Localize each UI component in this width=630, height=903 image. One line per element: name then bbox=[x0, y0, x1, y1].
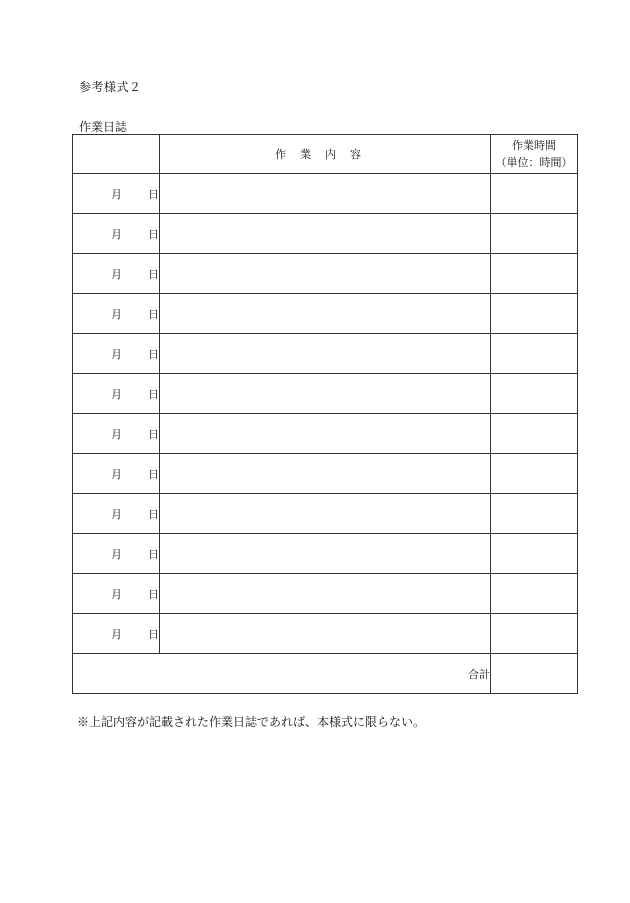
content-cell[interactable] bbox=[160, 334, 491, 374]
footnote: ※上記内容が記載された作業日誌であれば、本様式に限らない。 bbox=[77, 715, 426, 729]
total-row bbox=[73, 654, 578, 694]
date-cell[interactable] bbox=[73, 454, 160, 494]
log-title: 作業日誌 bbox=[79, 120, 128, 134]
hours-cell[interactable] bbox=[491, 174, 578, 214]
form-label: 参考様式２ bbox=[79, 80, 142, 94]
day-label: 日 bbox=[148, 507, 159, 521]
day-label: 日 bbox=[148, 467, 159, 481]
content-cell[interactable] bbox=[160, 414, 491, 454]
day-label: 日 bbox=[148, 547, 159, 561]
date-cell[interactable] bbox=[73, 214, 160, 254]
table-row bbox=[73, 174, 578, 214]
hours-header-line1: 作業時間 bbox=[512, 139, 556, 152]
content-cell[interactable] bbox=[160, 454, 491, 494]
month-label: 月 bbox=[111, 587, 122, 601]
day-label: 日 bbox=[148, 187, 159, 201]
date-cell[interactable] bbox=[73, 494, 160, 534]
table-row bbox=[73, 254, 578, 294]
work-log-table bbox=[72, 134, 578, 694]
month-label: 月 bbox=[111, 347, 122, 361]
hours-cell[interactable] bbox=[491, 254, 578, 294]
content-cell[interactable] bbox=[160, 174, 491, 214]
month-label: 月 bbox=[111, 467, 122, 481]
month-label: 月 bbox=[111, 227, 122, 241]
month-label: 月 bbox=[111, 547, 122, 561]
hours-cell[interactable] bbox=[491, 334, 578, 374]
day-label: 日 bbox=[148, 587, 159, 601]
content-cell[interactable] bbox=[160, 374, 491, 414]
day-label: 日 bbox=[148, 347, 159, 361]
day-label: 日 bbox=[148, 627, 159, 641]
hours-header-line2: （単位：時間） bbox=[495, 156, 573, 169]
hours-cell[interactable] bbox=[491, 374, 578, 414]
table-row bbox=[73, 334, 578, 374]
content-cell[interactable] bbox=[160, 494, 491, 534]
day-label: 日 bbox=[148, 227, 159, 241]
date-cell[interactable] bbox=[73, 374, 160, 414]
content-cell[interactable] bbox=[160, 294, 491, 334]
month-label: 月 bbox=[111, 507, 122, 521]
hours-cell[interactable] bbox=[491, 214, 578, 254]
total-hours-cell[interactable] bbox=[491, 654, 578, 694]
table-row bbox=[73, 374, 578, 414]
date-cell[interactable] bbox=[73, 254, 160, 294]
hours-cell[interactable] bbox=[491, 574, 578, 614]
day-label: 日 bbox=[148, 387, 159, 401]
content-cell[interactable] bbox=[160, 254, 491, 294]
month-label: 月 bbox=[111, 307, 122, 321]
table-row bbox=[73, 214, 578, 254]
table-row bbox=[73, 454, 578, 494]
hours-cell[interactable] bbox=[491, 494, 578, 534]
total-label: 合計 bbox=[73, 654, 491, 694]
table-row bbox=[73, 534, 578, 574]
day-label: 日 bbox=[148, 427, 159, 441]
table-row bbox=[73, 414, 578, 454]
month-label: 月 bbox=[111, 427, 122, 441]
content-column-header: 作業内容 bbox=[160, 135, 491, 174]
month-label: 月 bbox=[111, 267, 122, 281]
table-row bbox=[73, 614, 578, 654]
hours-column-header bbox=[491, 135, 578, 174]
day-label: 日 bbox=[148, 267, 159, 281]
hours-cell[interactable] bbox=[491, 614, 578, 654]
table-row bbox=[73, 494, 578, 534]
month-label: 月 bbox=[111, 627, 122, 641]
content-cell[interactable] bbox=[160, 614, 491, 654]
content-cell[interactable] bbox=[160, 214, 491, 254]
hours-cell[interactable] bbox=[491, 454, 578, 494]
day-label: 日 bbox=[148, 307, 159, 321]
table-body bbox=[73, 174, 578, 654]
date-cell[interactable] bbox=[73, 334, 160, 374]
content-cell[interactable] bbox=[160, 534, 491, 574]
date-cell[interactable] bbox=[73, 534, 160, 574]
hours-cell[interactable] bbox=[491, 294, 578, 334]
date-cell[interactable] bbox=[73, 294, 160, 334]
date-cell[interactable] bbox=[73, 614, 160, 654]
table-row bbox=[73, 574, 578, 614]
hours-cell[interactable] bbox=[491, 414, 578, 454]
hours-cell[interactable] bbox=[491, 534, 578, 574]
date-column-header bbox=[73, 135, 160, 174]
date-cell[interactable] bbox=[73, 414, 160, 454]
month-label: 月 bbox=[111, 387, 122, 401]
date-cell[interactable] bbox=[73, 574, 160, 614]
table-header-row bbox=[73, 135, 578, 174]
date-cell[interactable] bbox=[73, 174, 160, 214]
month-label: 月 bbox=[111, 187, 122, 201]
content-cell[interactable] bbox=[160, 574, 491, 614]
table-row bbox=[73, 294, 578, 334]
